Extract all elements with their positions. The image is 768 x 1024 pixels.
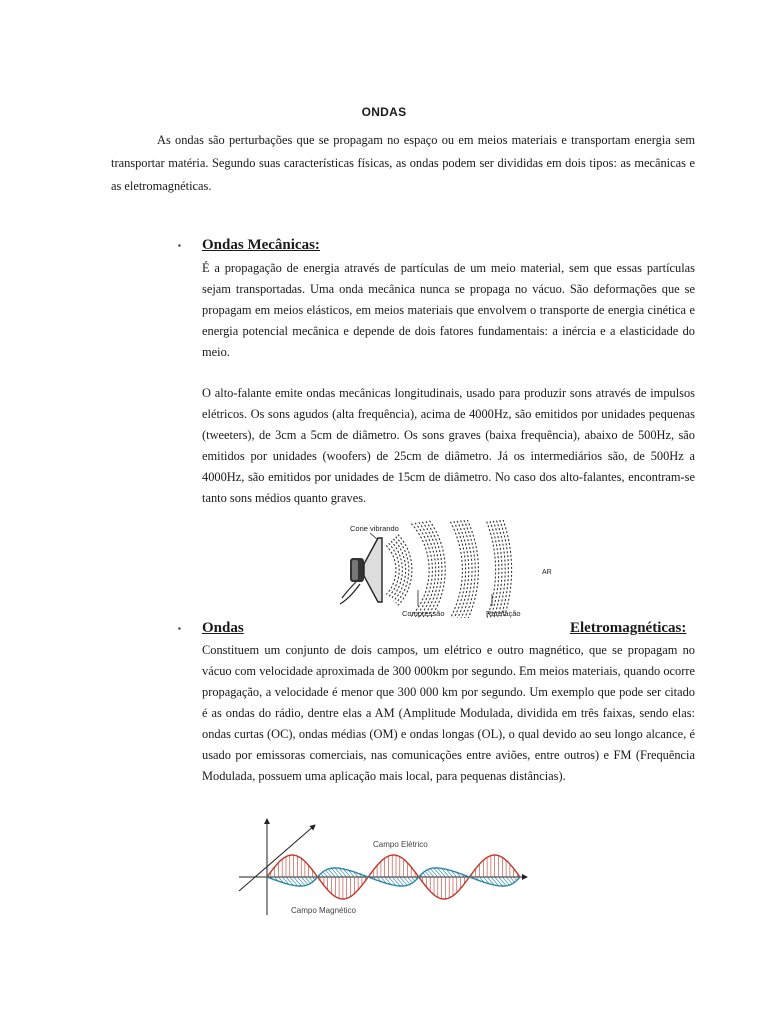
wavefront-arc bbox=[398, 535, 412, 606]
label-ar: AR bbox=[542, 569, 552, 576]
magnetic-field-vector bbox=[510, 877, 515, 882]
magnetic-field-vector bbox=[400, 877, 407, 885]
heading-eletromagneticas: Eletromagnéticas: bbox=[570, 620, 687, 636]
magnetic-field-vector bbox=[325, 870, 331, 877]
speaker-cone bbox=[364, 538, 382, 602]
label-campo-magnetico: Campo Magnético bbox=[291, 906, 356, 915]
sound-wavefronts bbox=[386, 520, 511, 618]
wavefront-arc bbox=[487, 520, 499, 618]
magnetic-field-vector bbox=[423, 873, 427, 877]
wavefront-arc bbox=[484, 520, 496, 618]
magnetic-field-vector bbox=[301, 877, 308, 885]
wavefront-arc bbox=[386, 546, 396, 595]
wavefront-arc bbox=[396, 537, 409, 604]
paragraph-alto-falante: O alto-falante emite ondas mecânicas longitudinais, usado para produzir sons através de impulsos elétricos. Os sons agudos (alta frequência), acima de 4000Hz, são emitidos por unidades pequenas (tweeters), de 3cm a 5cm de diâmetro. Os sons graves (baixa frequência), abaixo de 500Hz, são emitidos por unidades (woofers) de 25cm de diâmetro. Já os intermediários são, de 500Hz a 4000Hz, são emitidos por unidades de 15cm de diâmetro. No caso dos alto-falantes, encontram-se tanto sons médios quanto graves. bbox=[202, 386, 695, 505]
intro-paragraph: As ondas são perturbações que se propagam no espaço ou em meios materiais e transportam energia sem transportar matéria. Segundo suas características físicas, as ondas podem ser divididas em dois tipos: as mecânicas e as eletromagnéticas. bbox=[111, 133, 695, 193]
magnetic-field-vector bbox=[404, 877, 411, 884]
magnetic-field-vector bbox=[331, 868, 339, 877]
magnetic-field-vector bbox=[428, 870, 435, 877]
magnetic-field-vector bbox=[506, 877, 512, 884]
paragraph-mecanicas-definicao: É a propagação de energia através de partículas de um meio material, sem que essas partículas sejam transportadas. Uma onda mecânica nunca se propaga no vácuo. São deformações que se propagam em meios elásticos, em meios materiais que envolvem o transporte de energia cinética e energia potencial mecânica e depende de dois fatores fundamentais: a inércia e a elasticidade do meio. bbox=[202, 261, 695, 359]
magnetic-field-vector bbox=[434, 868, 442, 877]
label-campo-eletrico: Campo Elétrico bbox=[373, 840, 428, 849]
magnetic-field-vector bbox=[323, 872, 328, 877]
magnetic-field-vector bbox=[309, 877, 313, 882]
electromagnetic-wave-figure bbox=[235, 815, 535, 925]
label-cone-vibrando: Cone vibrando bbox=[350, 524, 399, 533]
magnetic-field-vector bbox=[499, 877, 507, 886]
magnetic-field-vector bbox=[396, 877, 404, 886]
magnetic-field-vector bbox=[430, 869, 437, 877]
magnetic-field-vector bbox=[502, 877, 509, 885]
wavefront-arc bbox=[411, 524, 429, 617]
wavefront-arc bbox=[419, 522, 436, 617]
magnetic-field-vector bbox=[294, 877, 302, 886]
heading-ondas: Ondas bbox=[202, 620, 244, 636]
label-compressao: Compressão bbox=[402, 609, 445, 618]
magnetic-field-vector bbox=[328, 869, 335, 877]
paragraph-eletromagneticas: Constituem um conjunto de dois campos, um elétrico e outro magnético, que se propagam no vácuo com velocidade aproximada de 300 000km por segundo. Em meios materiais, quando ocorre propagação, a velocidade é menor que 300 000 km por segundo. Um exemplo que pode ser citado é as ondas do rádio, dentre elas a AM (Amplitude Modulada, dividida em três faixas, sendo elas: ondas curtas (OC), ondas médias (OM) e ondas longas (OL), o qual devido ao seu longo alcance, é usado por emissoras comerciais, nas comunicações entre aviões, entre outros) e FM (Frequência Modulada, possuem uma aplicação mais local, para pequenas distâncias). bbox=[202, 643, 695, 783]
bullet-mecanicas: ▪ bbox=[178, 241, 181, 250]
speaker-sound-wave-figure bbox=[330, 520, 570, 618]
bullet-eletromagneticas: ▪ bbox=[178, 624, 181, 633]
page-title: ONDAS bbox=[361, 105, 407, 119]
heading-ondas-mecanicas: Ondas Mecânicas: bbox=[202, 237, 320, 253]
magnetic-field-vector bbox=[411, 877, 415, 881]
magnetic-field-vector bbox=[297, 877, 305, 886]
label-rarefacao: Rarefação bbox=[486, 609, 521, 618]
